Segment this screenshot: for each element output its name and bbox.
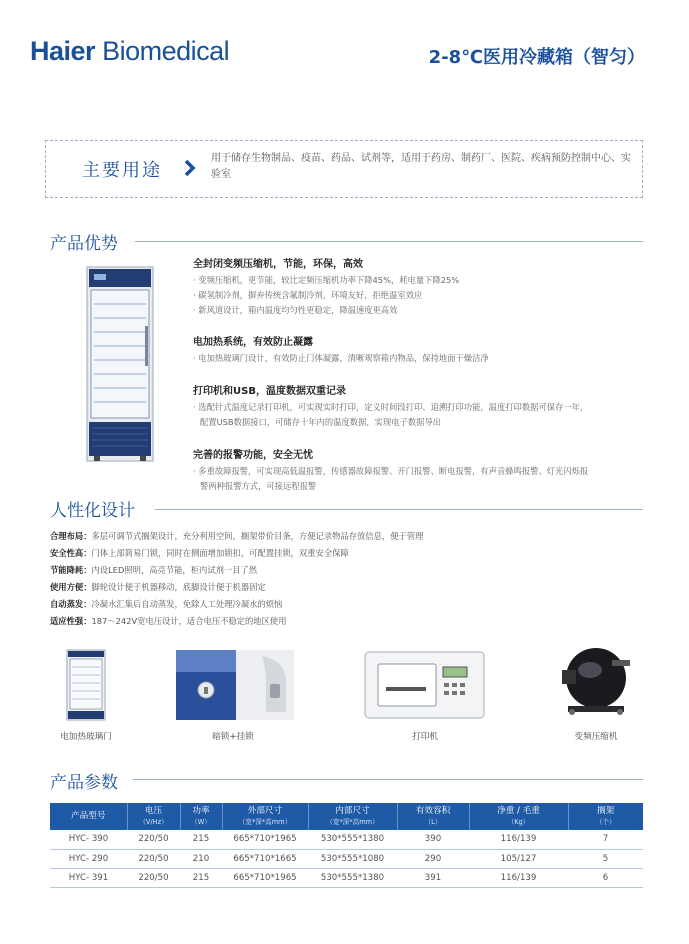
gallery-caption: 暗锁+挂锁 [212,732,254,742]
table-cell: 530*555*1380 [308,830,397,849]
table-header [50,803,127,830]
table-cell: 390 [397,830,469,849]
compressor-image [554,640,638,718]
advantage-item: 警两种报警方式，可接远程报警 [200,481,317,491]
table-cell: 116/139 [469,868,568,887]
brand-logo [30,36,229,67]
feature-label: 使用方便： [50,582,92,592]
spec-table [50,803,643,888]
advantage-item: · 多重故障报警，可实现高低温报警，传感器故障报警、开门报警、断电报警，有声音蜂鸣报警、灯光闪烁报 [193,466,589,476]
feature-label: 合理布局： [50,531,92,541]
advantages-heading: 产品优势 [50,234,118,254]
humanized-heading: 人性化设计 [50,501,135,521]
advantage-title: 电加热系统，有效防止凝露 [193,337,313,348]
usage-title: 主要用途 [82,160,162,181]
table-cell: 665*710*1965 [222,868,308,887]
brand-logo-bold: Haier [30,36,96,66]
table-header [180,803,222,830]
header-unit: （W） [191,817,211,826]
advantage-item: · 新风道设计，箱内温度均匀性更稳定，降温速度更高效 [193,305,398,315]
table-cell: 665*710*1665 [222,849,308,868]
header-label: 内部尺寸 [335,805,370,816]
feature-row [50,528,423,545]
table-row [50,868,643,887]
table-cell: 665*710*1965 [222,830,308,849]
header-label: 净重 / 毛重 [497,805,540,816]
humanized-divider [155,509,643,510]
advantage-group-3 [193,384,653,430]
table-header [308,803,397,830]
gallery-caption: 变频压缩机 [574,732,618,742]
table-cell: 530*555*1080 [308,849,397,868]
advantage-item: · 碳氢制冷剂，摒弃传统含氟制冷剂，环境友好，拒绝温室效应 [193,290,423,300]
printer-image [364,651,485,719]
feature-row [50,596,423,613]
feature-label: 安全性高： [50,548,92,558]
feature-row [50,579,423,596]
feature-text: 内设LED照明，高亮节能，柜内试剂一目了然 [91,565,258,575]
header-unit: （L） [424,817,442,826]
feature-text: 脚轮设计便于机器移动，底脚设计便于机器固定 [91,582,266,592]
advantage-item: 配置USB数据接口，可储存十年内的温度数据，实现电子数据导出 [200,417,442,427]
table-header [222,803,308,830]
table-cell: 6 [568,868,643,887]
table-row [50,830,643,849]
table-cell: 116/139 [469,830,568,849]
header-unit: （Kg） [507,817,530,826]
advantage-group-2 [193,335,653,366]
gallery-caption: 打印机 [412,732,438,742]
feature-text: 冷凝水汇集后自动蒸发，免除人工处理冷凝水的烦恼 [91,599,283,609]
table-cell: HYC- 290 [50,849,127,868]
advantage-group-4 [193,448,653,494]
advantage-title: 全封闭变频压缩机，节能，环保，高效 [193,259,363,270]
table-header [568,803,643,830]
table-cell: 220/50 [127,830,180,849]
table-header [469,803,568,830]
table-cell: 530*555*1380 [308,868,397,887]
table-cell: 210 [180,849,222,868]
table-cell: 7 [568,830,643,849]
params-divider [133,779,643,780]
table-header [127,803,180,830]
feature-label: 节能降耗： [50,565,92,575]
params-heading: 产品参数 [50,773,118,793]
gallery-caption: 电加热玻璃门 [60,732,112,742]
header-label: 电压 [144,805,163,816]
refrigerator-image [86,266,154,462]
table-cell: 5 [568,849,643,868]
header-unit: （宽*深*高mm） [238,817,292,826]
advantage-group-1 [193,257,653,318]
usage-box [45,140,643,198]
lock-image [176,650,294,720]
header-label: 功率 [192,805,210,816]
table-cell: 391 [397,868,469,887]
feature-row [50,545,423,562]
table-cell: 290 [397,849,469,868]
table-cell: 105/127 [469,849,568,868]
advantage-item: · 电加热玻璃门设计，有效防止门体凝露，清晰观察箱内物品，保持地面干燥洁净 [193,353,489,363]
table-cell: 215 [180,868,222,887]
table-cell: 220/50 [127,849,180,868]
header-unit: （V/Hz） [139,817,168,826]
advantages-divider [135,241,643,242]
header-unit: （宽*深*高mm） [326,817,379,826]
glass-door-image [66,649,106,721]
feature-label: 自动蒸发： [50,599,92,609]
feature-text: 门体上部简易门锁，同时在侧面增加锁扣，可配置挂锁，双重安全保障 [91,548,349,558]
feature-label: 适应性强： [50,616,92,626]
brand-logo-light: Biomedical [102,36,230,66]
table-cell: HYC- 391 [50,868,127,887]
table-row [50,849,643,868]
feature-text: 多层可调节式搁架设计，充分利用空间，搁架带价目条，方便记录物品存放信息，便于管理 [91,531,424,541]
advantage-item: · 变频压缩机，更节能，较比定频压缩机功率下降45%，耗电量下降25% [193,275,460,285]
header-label: 有效容积 [415,805,451,816]
table-cell: 215 [180,830,222,849]
advantage-item: · 选配针式温度记录打印机，可实现实时打印，定义时间段打印、追溯打印功能，温度打印数据可保存一年， [193,402,589,412]
product-title: 2-8℃医用冷藏箱（智匀） [428,47,645,68]
usage-text: 用于储存生物制品、疫苗、药品、试剂等，适用于药房、制药厂、医院、疾病预防控制中心、实验室 [211,153,631,180]
advantage-title: 完善的报警功能，安全无忧 [193,450,313,461]
table-header-row [50,803,643,830]
header-label: 产品型号 [71,811,106,821]
table-cell: 220/50 [127,868,180,887]
header-label: 外部尺寸 [247,805,283,816]
feature-text: 187～242V宽电压设计，适合电压不稳定的地区使用 [91,616,287,626]
feature-row [50,613,423,630]
header-label: 搁架 [597,805,615,816]
table-header [397,803,469,830]
feature-row [50,562,423,579]
feature-list [50,528,423,630]
chevron-right-icon [183,158,197,178]
header-unit: （个） [595,817,616,826]
table-cell: HYC- 390 [50,830,127,849]
advantage-title: 打印机和USB，温度数据双重记录 [193,386,346,397]
